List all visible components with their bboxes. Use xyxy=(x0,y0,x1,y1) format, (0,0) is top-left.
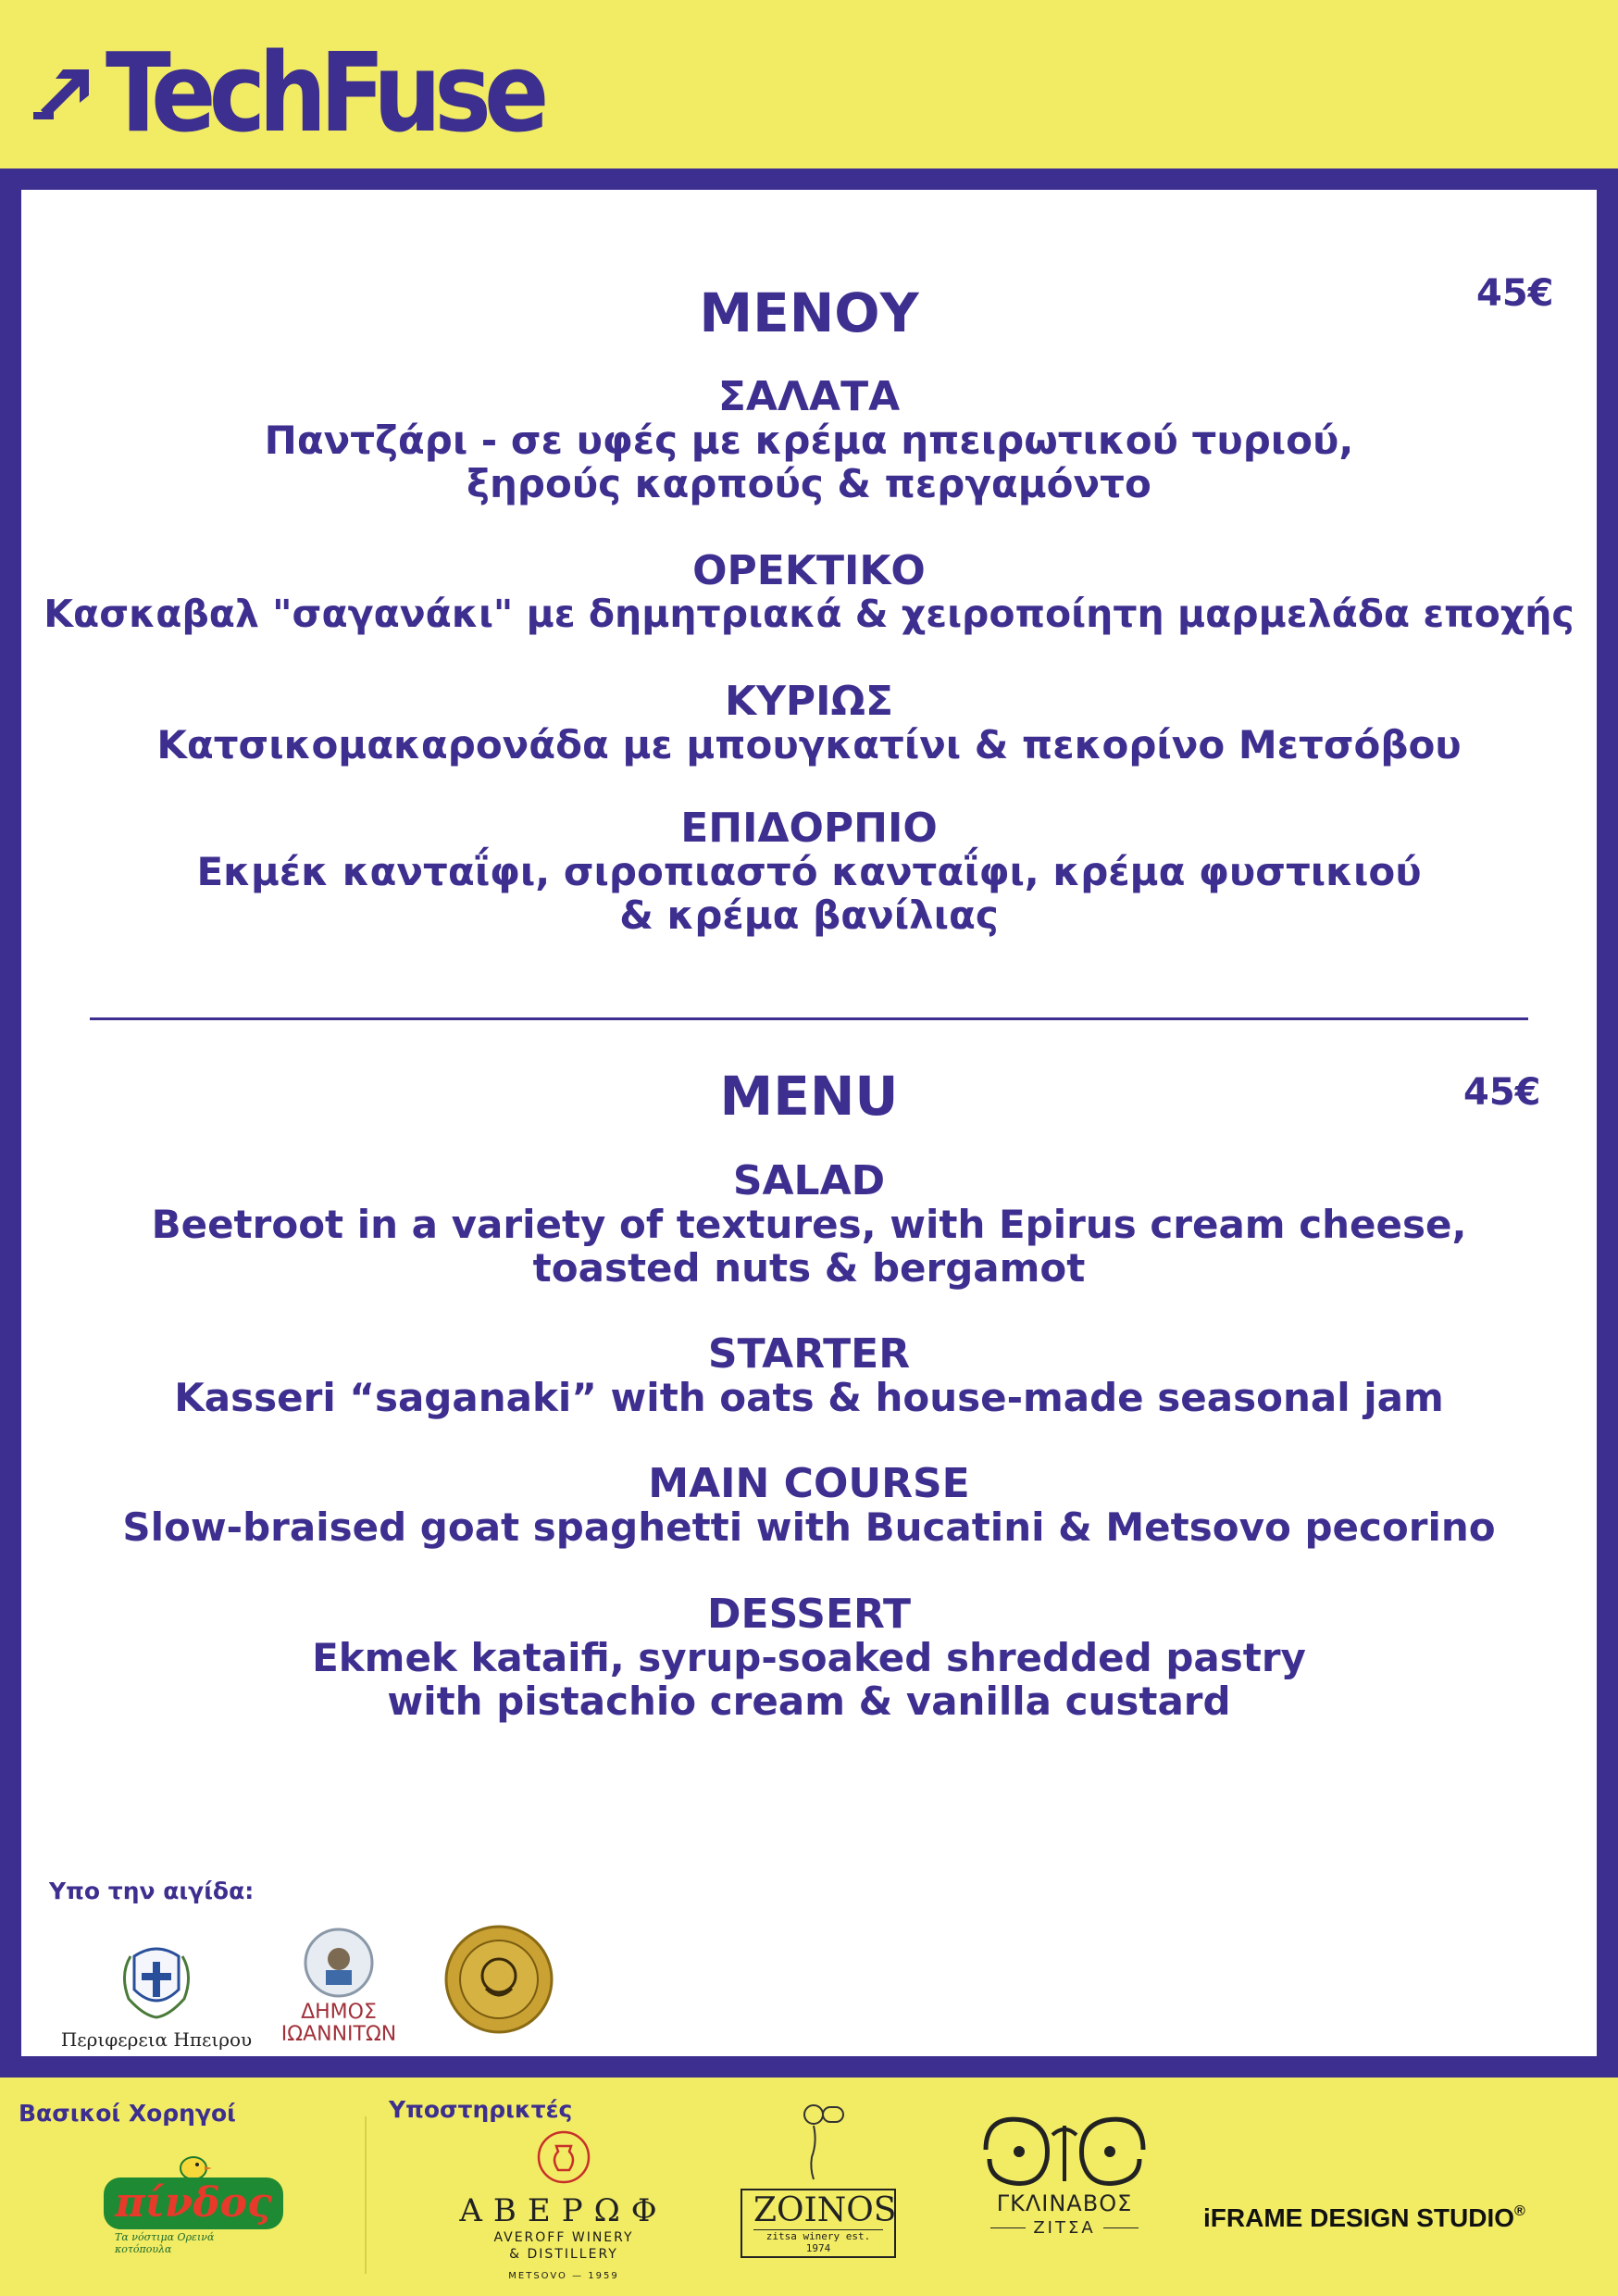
pindos-logo xyxy=(115,2150,272,2255)
aegis-label: Υπο την αιγίδα: xyxy=(49,1878,255,1904)
peacock-icon xyxy=(967,2107,1162,2192)
course-name: SALAD xyxy=(732,1157,886,1204)
course-name: STARTER xyxy=(707,1330,911,1378)
epirus-region-logo xyxy=(45,1938,268,2051)
greek-course-salad xyxy=(21,373,1597,506)
municipality-seal-icon xyxy=(302,1926,376,2000)
course-description: Εκμέκ κανταΐφι, σιροπιαστό κανταΐφι, κρέμα φυστικιού & κρέμα βανίλιας xyxy=(196,849,1422,938)
rule xyxy=(1103,2227,1139,2229)
course-name: ΕΠΙΔΟΡΠΙΟ xyxy=(680,805,938,852)
glinavos-place: ΖΙΤΣΑ xyxy=(1033,2218,1096,2238)
pindos-tagline: Τα νόστιμα Ορεινά κοτόπουλα xyxy=(115,2231,215,2255)
english-course-starter xyxy=(21,1330,1597,1420)
supporters-label: Υποστηρικτές xyxy=(389,2096,573,2123)
greek-menu-title: ΜΕΝΟΥ xyxy=(699,281,919,344)
menu-divider xyxy=(90,1017,1528,1020)
english-course-salad xyxy=(21,1157,1597,1291)
averoff-logo xyxy=(448,2129,679,2285)
chamber-medal-icon xyxy=(443,1924,554,2035)
registered-mark: ® xyxy=(1514,2203,1525,2219)
english-course-main xyxy=(21,1460,1597,1550)
arrow-icon xyxy=(31,58,100,127)
corkscrew-icon xyxy=(786,2102,851,2183)
course-description: Slow-braised goat spaghetti with Bucatini & Metsovo pecorino xyxy=(122,1504,1496,1550)
rule xyxy=(990,2227,1026,2229)
greek-course-starter xyxy=(21,547,1597,636)
greek-course-main xyxy=(21,680,1597,767)
ioannina-chamber-logo xyxy=(442,1924,556,2035)
greek-coat-of-arms-icon xyxy=(116,1938,197,2023)
zoinos-name: ZOINOS xyxy=(753,2191,897,2229)
pindos-name: πίνδος xyxy=(115,2179,272,2227)
course-name: ΚΥΡΙΩΣ xyxy=(724,678,894,725)
chick-icon xyxy=(175,2150,212,2181)
menu-card xyxy=(21,190,1597,2056)
logo-text: TechFuse xyxy=(106,29,542,156)
course-description: Κασκαβαλ "σαγανάκι" με δημητριακά & χειροποίητη μαρμελάδα εποχής xyxy=(44,592,1574,636)
course-name: ΟΡΕΚΤΙΚΟ xyxy=(692,547,926,594)
english-course-dessert xyxy=(21,1593,1597,1723)
ioannina-municipality-logo xyxy=(260,1926,417,2046)
iframe-logo xyxy=(1203,2203,1525,2233)
glinavos-name: ΓΚΛΙΝΑΒΟΣ xyxy=(996,2190,1133,2216)
amphora-icon xyxy=(536,2129,591,2185)
averoff-line3: METSOVO — 1959 xyxy=(508,2271,619,2281)
techfuse-logo xyxy=(31,28,602,157)
glinavos-logo xyxy=(963,2107,1166,2238)
course-description: Κατσικομακαρονάδα με μπουγκατίνι & πεκορίνο Μετσόβου xyxy=(156,722,1462,767)
zoinos-tagline: zitsa winery est. 1974 xyxy=(753,2229,883,2254)
menu-panel xyxy=(0,168,1618,2078)
iframe-name: iFRAME DESIGN STUDIO xyxy=(1203,2203,1515,2232)
averoff-line1: AVEROFF WINERY xyxy=(493,2230,634,2245)
logo-caption: Περιφερεια Ηπειρου xyxy=(60,2028,253,2051)
averoff-line2: & DISTILLERY xyxy=(509,2247,618,2262)
logo-caption: ΔΗΜΟΣ ΙΩΑΝΝΙΤΩΝ xyxy=(280,2001,397,2046)
course-description: Ekmek kataifi, syrup-soaked shredded pastry with pistachio cream & vanilla custard xyxy=(312,1635,1306,1724)
course-description: Kasseri “saganaki” with oats & house-made seasonal jam xyxy=(174,1375,1444,1420)
course-description: Beetroot in a variety of textures, with Epirus cream cheese, toasted nuts & bergamot xyxy=(151,1202,1467,1291)
main-sponsors-label: Βασικοί Χορηγοί xyxy=(19,2100,236,2127)
course-description: Παντζάρι - σε υφές με κρέμα ηπειρωτικού τυριού, ξηρούς καρπούς & περγαμόντο xyxy=(264,418,1354,506)
zoinos-logo xyxy=(726,2102,911,2258)
averoff-name: ΑΒΕΡΩΦ xyxy=(459,2192,668,2229)
english-menu-title: MENU xyxy=(719,1065,899,1128)
greek-course-dessert xyxy=(21,807,1597,937)
english-price: 45€ xyxy=(1463,1071,1541,1114)
greek-price: 45€ xyxy=(1476,272,1554,315)
course-name: MAIN COURSE xyxy=(648,1460,970,1507)
course-name: ΣΑΛΑΤΑ xyxy=(717,373,901,420)
footer-separator xyxy=(365,2116,367,2274)
course-name: DESSERT xyxy=(707,1591,911,1638)
